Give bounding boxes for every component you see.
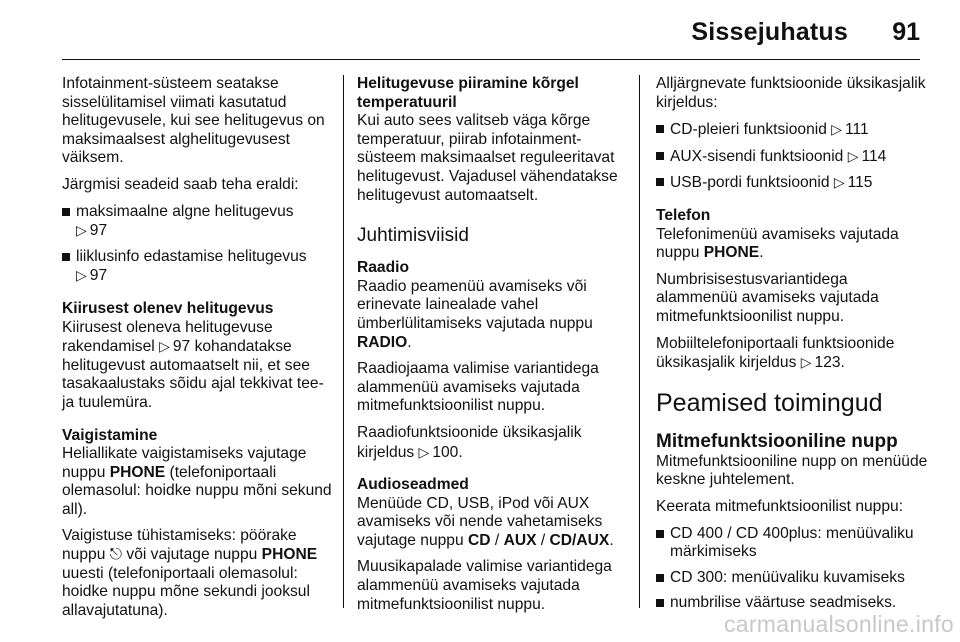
power-knob-icon: ⎋ [109,546,123,564]
heading-control-modes: Juhtimisviisid [357,225,469,247]
page-ref-arrow-icon: ▷ [833,174,845,191]
phone-button-label: PHONE [261,546,318,564]
paragraph-radio-ref: Raadiofunktsioonide üksikasjalik kirjeldus ▷ 100. [357,423,582,461]
list-item: liiklusinfo edastamise helitugevus ▷ 97 [62,248,336,286]
paragraph-temperature-limit: Kui auto sees valitseb väga kõrge temperatuur, piirab infotainment-süsteem maksimaalset reguleeritavat helitugevust. Vajadusel vähendatakse helitugevust automaatselt. [357,112,618,204]
paragraph-turn-knob: Keerata mitmefunktsioonilist nuppu: [656,497,904,515]
list-item: USB-pordi funktsioonid ▷ 115 [656,173,930,193]
paragraph-radio-submenu: Raadiojaama valimise variantidega alammenüü avamiseks vajutada mitmefunktsioonilist nuppu. [357,360,599,415]
paragraph-phone: Telefonimenüü avamiseks vajutada nuppu PHONE. [656,225,899,262]
paragraph-settings-intro: Järgmisi seadeid saab teha eraldi: [62,175,299,193]
heading-speed-volume: Kiirusest olenev helitugevus [62,299,274,317]
knob-list [656,525,930,613]
list-item: CD 300: menüüvaliku kuvamiseks [656,569,930,588]
paragraph-multifunction-knob: Mitmefunktsiooniline nupp on menüüde keskne juhtelement. [656,452,928,489]
cd-aux-button-label: CD/AUX [549,531,610,549]
list-item: AUX-sisendi funktsioonid ▷ 114 [656,147,930,167]
radio-button-label: RADIO [357,333,408,351]
list-item: maksimaalne algne helitugevus ▷ 97 [62,203,336,241]
column-divider-2 [639,75,640,608]
heading-radio: Raadio [357,259,409,277]
column-3 [656,75,930,621]
page-ref-arrow-icon: ▷ [159,338,170,355]
heading-multifunction-knob: Mitmefunktsiooniline nupp [656,430,898,452]
page-ref-arrow-icon: ▷ [831,121,842,138]
page-ref[interactable]: ▷ 111 [831,121,869,139]
page-ref[interactable]: ▷ 114 [847,147,887,165]
section-title: Sissejuhatus [691,18,848,46]
list-item: CD-pleieri funktsioonid ▷ 111 [656,120,930,140]
paragraph-unmute: Vaigistuse tühistamiseks: pöörake nuppu ⎋ või vajutage nuppu PHONE uuesti (telefoniportaali olemasolul: hoidke nuppu mõne sekundi jooksul allavajutatuna). [62,527,318,619]
page-ref-arrow-icon: ▷ [847,147,859,164]
page-ref-arrow-icon: ▷ [418,443,430,460]
header-rule [62,59,920,60]
paragraph-audio: Menüüde CD, USB, iPod või AUX avamiseks või nende vahetamiseks vajutage nuppu CD / AUX / CD/AUX. [357,494,614,549]
column-1 [62,75,336,628]
column-divider-1 [343,75,344,608]
watermark: carmanualsonline.info [723,611,954,637]
cd-button-label: CD [468,531,491,549]
list-item: CD 400 / CD 400plus: menüüvaliku märkimiseks [656,525,930,562]
page-ref[interactable]: ▷ 123. [800,354,845,372]
page-ref[interactable]: ▷ 100. [418,443,463,461]
page-number: 91 [892,18,920,46]
phone-button-label: PHONE [703,244,760,262]
functions-list [656,120,930,193]
heading-audio-devices: Audioseadmed [357,476,469,494]
page-ref[interactable]: ▷ 97 [159,338,191,356]
paragraph-phone-submenu: Numbrisisestusvariantidega alammenüü avamiseks vajutada mitmefunktsioonilist nuppu. [656,270,879,325]
paragraph-phone-ref: Mobiiltelefoniportaali funktsioonide üksikasjalik kirjeldus ▷ 123. [656,334,895,372]
page-ref-arrow-icon: ▷ [76,267,87,284]
paragraph-functions-intro: Alljärgnevate funktsioonide üksikasjalik kirjeldus: [656,75,926,111]
heading-temperature-limit: Helitugevuse piiramine kõrgel temperatuuril [357,75,579,111]
paragraph-mute: Heliallikate vaigistamiseks vajutage nuppu PHONE (telefoniportaali olemasolul: hoidke nuppu mõni sekund all). [62,445,332,518]
paragraph-volume-startup: Infotainment-süsteem seatakse sisselülitamisel viimati kasutatud helitugevusele, kui see helitugevus on maksimaalsest alghelitugevusest väiksem. [62,75,325,167]
page-ref[interactable]: ▷ 97 [76,267,108,285]
page-ref[interactable]: ▷ 115 [833,174,873,192]
heading-phone: Telefon [656,206,711,224]
settings-list [62,203,336,286]
paragraph-speed-volume: Kiirusest oleneva helitugevuse rakendamisel ▷ 97 kohandatakse helitugevust automaatselt nii, et see tasakaalustaks sõidu ajal tekkivat tee- ja tuulemüra. [62,318,324,411]
aux-button-label: AUX [503,531,537,549]
page-ref[interactable]: ▷ 97 [76,222,108,240]
list-item: numbrilise väärtuse seadmiseks. [656,594,930,613]
paragraph-radio: Raadio peamenüü avamiseks või erinevate lainealade vahel ümberlülitamiseks vajutada nuppu RADIO. [357,277,593,351]
heading-mute: Vaigistamine [62,426,158,444]
phone-button-label: PHONE [109,463,166,481]
heading-basic-operations: Peamised toimingud [656,388,883,417]
paragraph-audio-submenu: Muusikapalade valimise variantidega alammenüü avamiseks vajutada mitmefunktsioonilist nuppu. [357,558,612,613]
page-header [0,0,960,62]
page-ref-arrow-icon: ▷ [800,354,812,371]
column-2 [357,75,627,622]
page-ref-arrow-icon: ▷ [76,222,87,239]
